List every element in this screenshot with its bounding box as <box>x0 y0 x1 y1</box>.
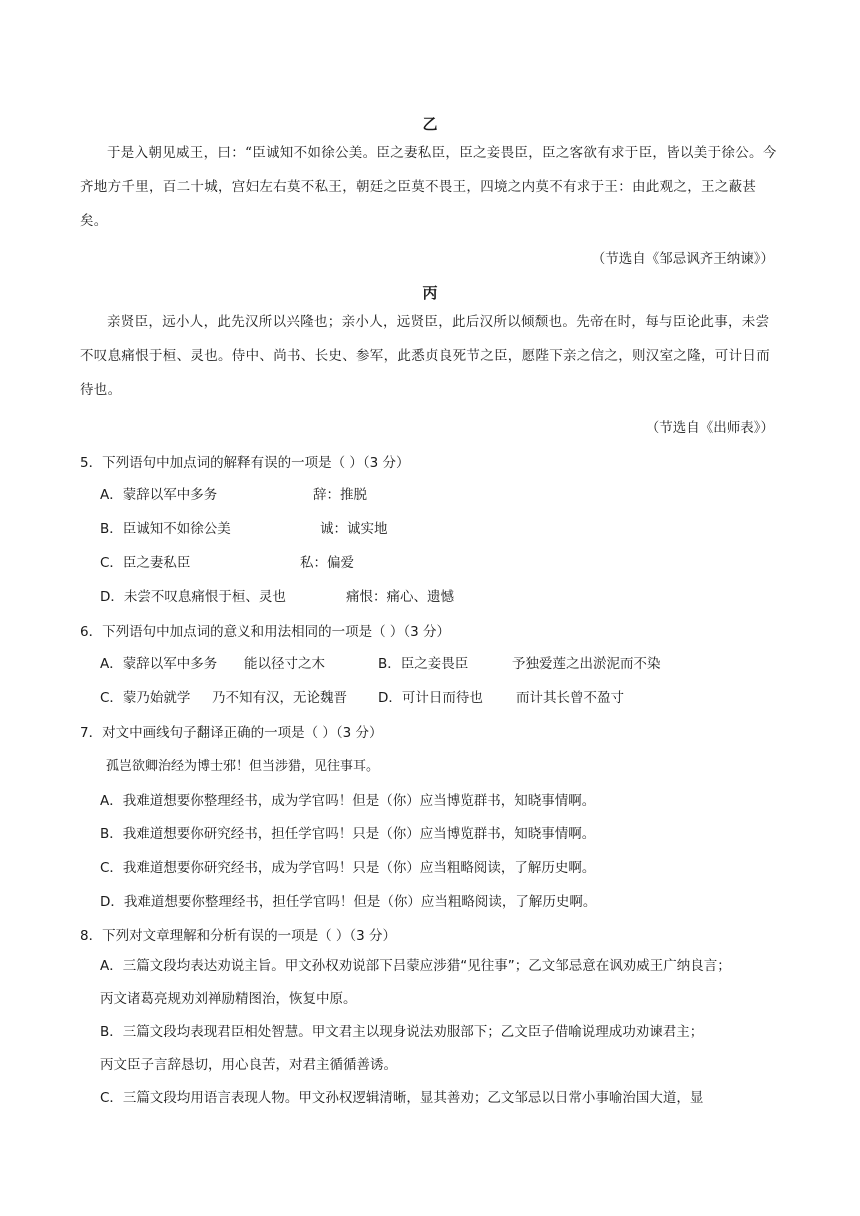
q5-gloss-d: 痛恨：痛心、遗憾 <box>346 589 454 605</box>
q7-option-c: C．我难道想要你研究经书，成为学官吗！只是（你）应当粗略阅读，了解历史啊。 <box>100 860 596 876</box>
q6-option-a-left: A．蒙辞以军中多务 <box>100 656 218 672</box>
q7-option-d: D．我难道想要你整理经书，担任学官吗！但是（你）应当粗略阅读，了解历史啊。 <box>100 894 597 910</box>
question-5-stem: 5．下列语句中加点词的解释有误的一项是（ ）（3 分） <box>80 455 410 471</box>
q6-option-c-left: C．蒙乃始就学 <box>100 690 191 706</box>
q8-option-a-line2: 丙文诸葛亮规劝刘禅励精图治，恢复中原。 <box>100 991 357 1007</box>
question-8-stem: 8．下列对文章理解和分析有误的一项是（ ）（3 分） <box>80 928 397 944</box>
q8-option-a <box>100 950 790 1016</box>
q5-option-b: B．臣诚知不如徐公美 <box>100 521 231 537</box>
q7-option-b: B．我难道想要你研究经书，担任学官吗！只是（你）应当博览群书，知晓事情啊。 <box>100 826 596 842</box>
question-6-stem: 6．下列语句中加点词的意义和用法相同的一项是（ ）（3 分） <box>80 624 451 640</box>
q7-option-a: A．我难道想要你整理经书，成为学官吗！但是（你）应当博览群书，知晓事情啊。 <box>100 793 596 809</box>
q8-option-a-line1: A．三篇文段均表达劝说主旨。甲文孙权劝说部下吕蒙应涉猎“见往事”；乙文邹忌意在讽劝威王广纳良言； <box>100 958 731 974</box>
section-heading-yi: 乙 <box>422 115 438 133</box>
passage-yi: 于是入朝见威王，曰：“臣诚知不如徐公美。臣之妻私臣，臣之妾畏臣，臣之客欲有求于臣，皆以美于徐公。今齐地方千里，百二十城，宫妇左右莫不私王，朝廷之臣莫不畏王，四境之内莫不有求于王：由此观之，王之蔽甚矣。 <box>80 145 777 229</box>
q6-option-d-right: 而计其长曾不盈寸 <box>516 690 624 706</box>
question-7-stem: 7．对文中画线句子翻译正确的一项是（ ）（3 分） <box>80 725 383 741</box>
q5-gloss-b: 诚：诚实地 <box>320 521 388 537</box>
q6-option-d-left: D．可计日而待也 <box>378 690 483 706</box>
q8-option-c <box>100 1082 790 1115</box>
q5-option-a: A．蒙辞以军中多务 <box>100 487 218 503</box>
q6-option-b-right: 予独爱莲之出淤泥而不染 <box>512 656 661 672</box>
q7-quote: 孤岂欲卿治经为博士邪！但当涉猎，见往事耳。 <box>106 759 380 774</box>
q5-gloss-a: 辞：推脱 <box>313 487 367 503</box>
section-heading-bing: 丙 <box>422 284 438 302</box>
q6-option-a-right: 能以径寸之木 <box>244 656 325 672</box>
source-yi: （节选自《邹忌讽齐王纳谏》） <box>591 251 774 267</box>
q5-gloss-c: 私：偏爱 <box>300 555 354 571</box>
q8-option-c-line1: C．三篇文段均用语言表现人物。甲文孙权逻辑清晰，显其善劝；乙文邹忌以日常小事喻治国大道，显 <box>100 1090 704 1106</box>
q8-option-b-line1: B．三篇文段均表现君臣相处智慧。甲文君主以现身说法劝服部下；乙文臣子借喻说理成功劝谏君主； <box>100 1024 704 1040</box>
source-bing: （节选自《出师表》） <box>645 420 774 436</box>
q5-option-d: D．未尝不叹息痛恨于桓、灵也 <box>100 589 286 605</box>
q6-option-b-left: B．臣之妾畏臣 <box>378 656 469 672</box>
passage-bing: 亲贤臣，远小人，此先汉所以兴隆也；亲小人，远贤臣，此后汉所以倾颓也。先帝在时，每与臣论此事，未尝不叹息痛恨于桓、灵也。侍中、尚书、长史、参军，此悉贞良死节之臣，愿陛下亲之信之，则汉室之隆，可计日而待也。 <box>80 314 770 398</box>
q8-option-b-line2: 丙文臣子言辞恳切，用心良苦，对君主循循善诱。 <box>100 1057 397 1073</box>
q8-option-b <box>100 1016 790 1082</box>
q6-option-c-right: 乃不知有汉，无论魏晋 <box>212 690 347 706</box>
q5-option-c: C．臣之妻私臣 <box>100 555 191 571</box>
